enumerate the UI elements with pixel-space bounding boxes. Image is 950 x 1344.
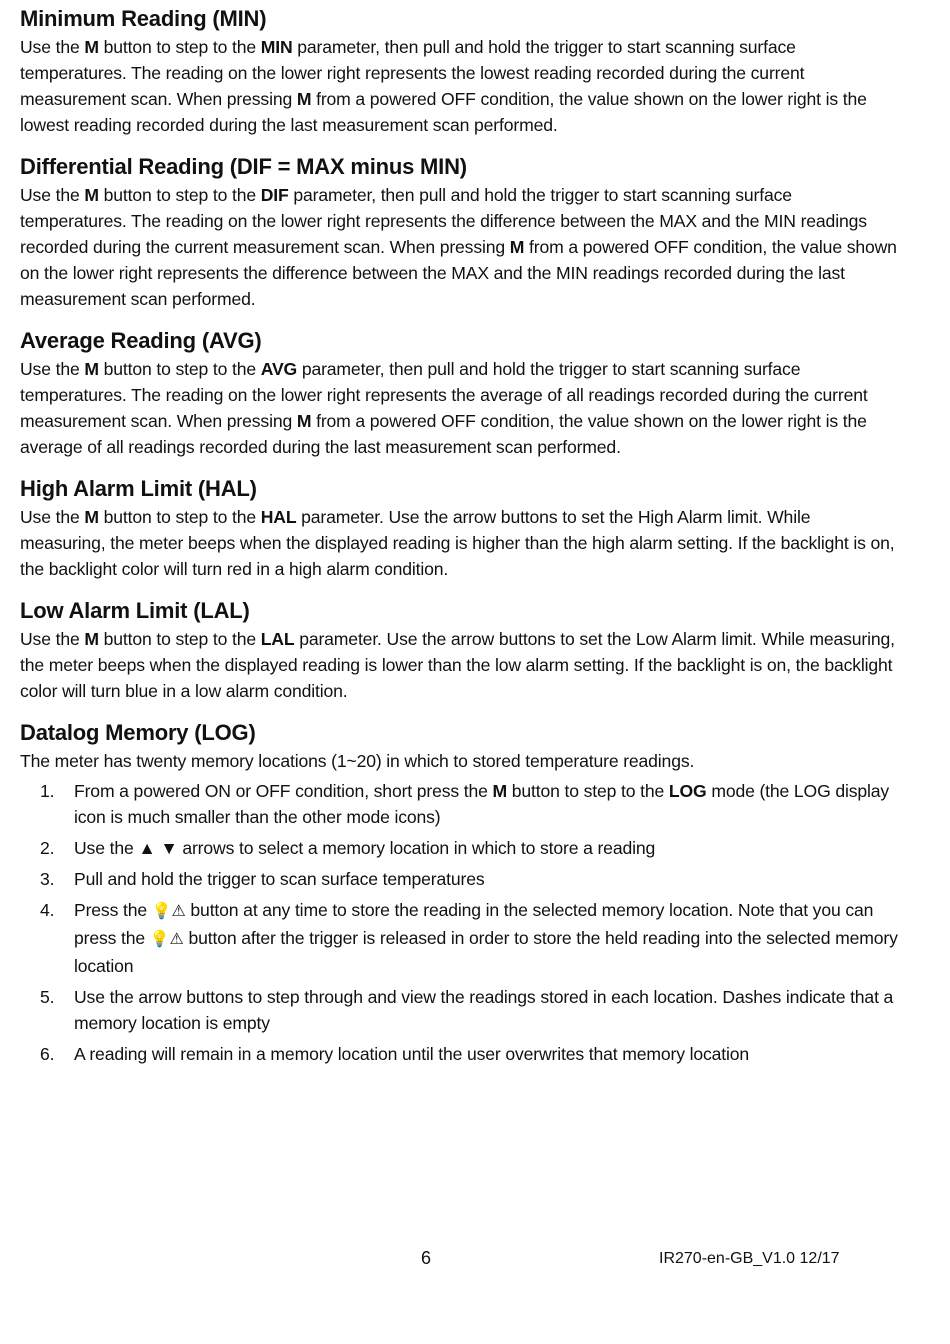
list-item-number: 4. — [40, 900, 55, 920]
list-item-number: 3. — [40, 869, 55, 889]
list-item — [20, 835, 900, 861]
backlight-alarm-icon: 💡⚠ — [151, 903, 186, 920]
bold-term: M — [84, 185, 99, 205]
bold-term: M — [84, 629, 99, 649]
sections — [20, 4, 900, 704]
bold-term: M — [84, 359, 99, 379]
section-body — [20, 504, 900, 582]
list-item-number: 1. — [40, 781, 55, 801]
bold-term: M — [296, 411, 312, 431]
datalog-title: Datalog Memory (LOG) — [20, 720, 256, 745]
section — [20, 596, 900, 704]
section-title: Average Reading (AVG) — [20, 328, 262, 353]
text-run: from a powered OFF condition, the value shown on the lower right is the average of all readings recorded during the last measurement scan performed. — [20, 411, 867, 457]
datalog-steps — [20, 778, 900, 1067]
text-run: from a powered OFF condition, the value shown on the lower right is the lowest reading recorded during the last measurement scan performed. — [20, 89, 867, 135]
list-item — [20, 984, 900, 1036]
text-run: From a powered ON or OFF condition, short press the — [74, 781, 493, 801]
text-run: button to step to the — [98, 629, 261, 649]
datalog-intro: The meter has twenty memory locations (1~20) in which to stored temperature readings. — [20, 751, 695, 771]
text-run: button to step to the — [98, 37, 261, 57]
list-item-number: 2. — [40, 838, 55, 858]
section — [20, 152, 900, 312]
text-run: button at any time to store the reading in the selected memory location. Note that you can press the — [74, 900, 874, 948]
text-run: Use the — [20, 37, 85, 57]
bold-term: M — [296, 89, 312, 109]
text-run: mode (the LOG display icon is much smaller than the other mode icons) — [74, 781, 890, 827]
section — [20, 326, 900, 460]
text-run: parameter, then pull and hold the trigger to start scanning surface temperatures. The reading on the lower right represents the difference between the MAX and the MIN readings recorded during the current measurement scan. When pressing — [20, 185, 867, 257]
list-item-number: 6. — [40, 1044, 55, 1064]
text-run: parameter. Use the arrow buttons to set the High Alarm limit. While measuring, the meter beeps when the displayed reading is higher than the high alarm setting. If the backlight is on, the backlight color will turn red in a high alarm condition. — [20, 507, 895, 579]
section-title: High Alarm Limit (HAL) — [20, 476, 257, 501]
bold-term: AVG — [260, 359, 298, 379]
text-run: parameter. Use the arrow buttons to set the Low Alarm limit. While measuring, the meter beeps when the displayed reading is lower than the low alarm setting. If the backlight is on, the backlight color will turn blue in a low alarm condition. — [20, 629, 895, 701]
section-body — [20, 356, 900, 460]
section — [20, 474, 900, 582]
bold-term: M — [84, 37, 99, 57]
section-body — [20, 182, 900, 312]
list-item-number: 5. — [40, 987, 55, 1007]
text-run: parameter, then pull and hold the trigger to start scanning surface temperatures. The reading on the lower right represents the average of all readings recorded during the current measurement scan. When pressing — [20, 359, 868, 431]
text-run: button to step to the — [98, 359, 261, 379]
bold-term: LOG — [668, 781, 707, 801]
text-run: from a powered OFF condition, the value shown on the lower right represents the difference between the MAX and the MIN readings recorded during the last measurement scan performed. — [20, 237, 897, 309]
text-run: Pull and hold the trigger to scan surface temperatures — [74, 869, 485, 889]
backlight-alarm-icon: 💡⚠ — [149, 931, 184, 948]
manual-page — [20, 4, 900, 1081]
bold-term: DIF — [260, 185, 289, 205]
text-run: button after the trigger is released in order to store the held reading into the selected memory location — [74, 928, 898, 976]
text-run: Press the — [74, 900, 152, 920]
section-body — [20, 34, 900, 138]
section-body — [20, 626, 900, 704]
list-item — [20, 866, 900, 892]
text-run: button to step to the — [98, 507, 261, 527]
bold-term: HAL — [260, 507, 297, 527]
list-item — [20, 1041, 900, 1067]
bold-term: M — [492, 781, 508, 801]
document-id: IR270-en-GB_V1.0 12/17 — [659, 1250, 840, 1267]
bold-term: M — [509, 237, 525, 257]
text-run: button to step to the — [507, 781, 669, 801]
text-run: Use the — [20, 359, 85, 379]
datalog-section — [20, 718, 900, 1067]
text-run: A reading will remain in a memory location until the user overwrites that memory location — [74, 1044, 750, 1064]
section-title: Low Alarm Limit (LAL) — [20, 598, 250, 623]
section — [20, 4, 900, 138]
text-run: parameter, then pull and hold the trigger to start scanning surface temperatures. The reading on the lower right represents the lowest reading recorded during the current measurement scan. When pressing — [20, 37, 805, 109]
section-title: Minimum Reading (MIN) — [20, 6, 267, 31]
text-run: Use the — [20, 507, 85, 527]
text-run: Use the ▲ ▼ arrows to select a memory location in which to store a reading — [74, 838, 656, 858]
text-run: Use the arrow buttons to step through and view the readings stored in each location. Dashes indicate that a memory location is empty — [74, 987, 894, 1033]
text-run: button to step to the — [98, 185, 261, 205]
section-title: Differential Reading (DIF = MAX minus MIN) — [20, 154, 467, 179]
bold-term: MIN — [260, 37, 293, 57]
bold-term: LAL — [260, 629, 295, 649]
text-run: Use the — [20, 185, 85, 205]
bold-term: M — [84, 507, 99, 527]
list-item — [20, 897, 900, 979]
list-item — [20, 778, 900, 830]
text-run: Use the — [20, 629, 85, 649]
page-number: 6 — [421, 1248, 432, 1268]
